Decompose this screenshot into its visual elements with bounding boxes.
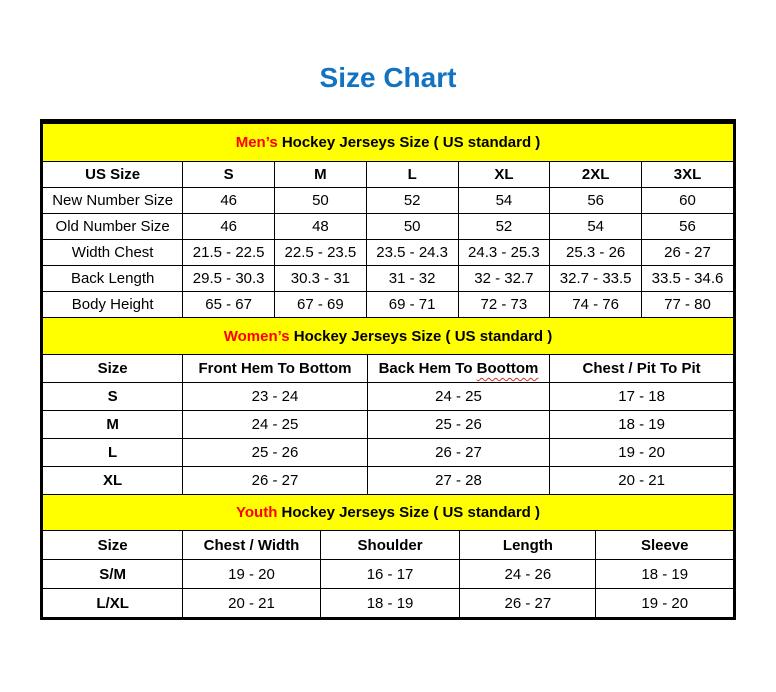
womens-banner-text: Hockey Jerseys Size ( US standard ) (289, 327, 553, 345)
youth-cell: 16 - 17 (320, 560, 460, 589)
mens-cell: 25.3 - 26 (550, 240, 642, 266)
mens-banner-row (43, 124, 734, 162)
mens-column-header: XL (458, 162, 550, 188)
mens-column-header: US Size (43, 162, 183, 188)
youth-cell: 18 - 19 (320, 589, 460, 618)
womens-cell: 17 - 18 (550, 383, 734, 411)
size-chart-tables (40, 119, 736, 620)
womens-column-header: Chest / Pit To Pit (550, 355, 734, 383)
womens-table-row (43, 383, 734, 411)
womens-table-row (43, 411, 734, 439)
mens-cell: 26 - 27 (642, 240, 734, 266)
youth-row-label: S/M (43, 560, 183, 589)
womens-row-label: L (43, 439, 183, 467)
mens-table-row (43, 266, 734, 292)
mens-cell: 32.7 - 33.5 (550, 266, 642, 292)
womens-row-label: M (43, 411, 183, 439)
mens-cell: 56 (642, 214, 734, 240)
mens-cell: 65 - 67 (183, 292, 275, 318)
youth-cell: 24 - 26 (460, 560, 596, 589)
mens-banner-highlight: Men’s (235, 134, 278, 151)
mens-row-label: New Number Size (43, 188, 183, 214)
womens-banner-highlight: Women’s (223, 327, 290, 345)
mens-cell: 67 - 69 (275, 292, 367, 318)
womens-cell: 24 - 25 (183, 411, 367, 439)
mens-column-header: L (366, 162, 458, 188)
womens-table-row (43, 467, 734, 495)
womens-cell: 20 - 21 (550, 467, 734, 495)
mens-column-header: S (183, 162, 275, 188)
youth-cell: 19 - 20 (596, 589, 734, 618)
womens-cell: 25 - 26 (367, 411, 549, 439)
mens-cell: 77 - 80 (642, 292, 734, 318)
youth-cell: 20 - 21 (183, 589, 321, 618)
youth-banner-highlight: Youth (236, 504, 278, 521)
mens-cell: 46 (183, 188, 275, 214)
mens-cell: 54 (458, 188, 550, 214)
womens-cell: 19 - 20 (550, 439, 734, 467)
mens-table-row (43, 214, 734, 240)
womens-banner (43, 318, 734, 355)
mens-cell: 33.5 - 34.6 (642, 266, 734, 292)
mens-cell: 74 - 76 (550, 292, 642, 318)
womens-cell: 24 - 25 (367, 383, 549, 411)
youth-banner (43, 495, 734, 531)
youth-cell: 26 - 27 (460, 589, 596, 618)
womens-header-row (43, 355, 734, 383)
mens-cell: 48 (275, 214, 367, 240)
womens-cell: 18 - 19 (550, 411, 734, 439)
mens-row-label: Width Chest (43, 240, 183, 266)
womens-column-header: Back Hem To Boottom (367, 355, 549, 383)
mens-cell: 50 (366, 214, 458, 240)
youth-size-table (42, 494, 734, 618)
mens-cell: 21.5 - 22.5 (183, 240, 275, 266)
mens-cell: 56 (550, 188, 642, 214)
mens-banner (43, 124, 734, 162)
youth-row-label: L/XL (43, 589, 183, 618)
mens-column-header: M (275, 162, 367, 188)
mens-cell: 29.5 - 30.3 (183, 266, 275, 292)
mens-row-label: Back Length (43, 266, 183, 292)
womens-cell: 27 - 28 (367, 467, 549, 495)
youth-table-row (43, 589, 734, 618)
youth-column-header: Chest / Width (183, 531, 321, 560)
womens-row-label: XL (43, 467, 183, 495)
youth-column-header: Length (460, 531, 596, 560)
mens-cell: 69 - 71 (366, 292, 458, 318)
mens-cell: 24.3 - 25.3 (458, 240, 550, 266)
misspelled-word: Boottom (476, 360, 539, 377)
mens-cell: 32 - 32.7 (458, 266, 550, 292)
youth-cell: 18 - 19 (596, 560, 734, 589)
youth-banner-row (43, 495, 734, 531)
womens-cell: 26 - 27 (183, 467, 367, 495)
youth-banner-text: Hockey Jerseys Size ( US standard ) (277, 504, 540, 521)
page-title: Size Chart (319, 62, 457, 93)
womens-cell: 25 - 26 (183, 439, 367, 467)
mens-cell: 22.5 - 23.5 (275, 240, 367, 266)
mens-row-label: Old Number Size (43, 214, 183, 240)
mens-column-header: 3XL (642, 162, 734, 188)
mens-cell: 50 (275, 188, 367, 214)
mens-table-row (43, 240, 734, 266)
youth-column-header: Sleeve (596, 531, 734, 560)
youth-header-row (43, 531, 734, 560)
mens-cell: 60 (642, 188, 734, 214)
womens-table-row (43, 439, 734, 467)
mens-cell: 52 (366, 188, 458, 214)
womens-column-header: Front Hem To Bottom (183, 355, 367, 383)
mens-cell: 23.5 - 24.3 (366, 240, 458, 266)
youth-table-row (43, 560, 734, 589)
mens-table-row (43, 188, 734, 214)
mens-header-row (43, 162, 734, 188)
mens-cell: 72 - 73 (458, 292, 550, 318)
womens-cell: 26 - 27 (367, 439, 549, 467)
womens-size-table (42, 317, 734, 495)
youth-column-header: Shoulder (320, 531, 460, 560)
mens-size-table (42, 123, 734, 318)
mens-cell: 52 (458, 214, 550, 240)
womens-cell: 23 - 24 (183, 383, 367, 411)
mens-cell: 31 - 32 (366, 266, 458, 292)
mens-cell: 46 (183, 214, 275, 240)
mens-cell: 54 (550, 214, 642, 240)
mens-cell: 30.3 - 31 (275, 266, 367, 292)
youth-cell: 19 - 20 (183, 560, 321, 589)
mens-column-header: 2XL (550, 162, 642, 188)
mens-banner-text: Hockey Jerseys Size ( US standard ) (277, 134, 541, 151)
youth-column-header: Size (43, 531, 183, 560)
womens-row-label: S (43, 383, 183, 411)
womens-column-header: Size (43, 355, 183, 383)
mens-row-label: Body Height (43, 292, 183, 318)
mens-table-row (43, 292, 734, 318)
womens-banner-row (43, 318, 734, 355)
